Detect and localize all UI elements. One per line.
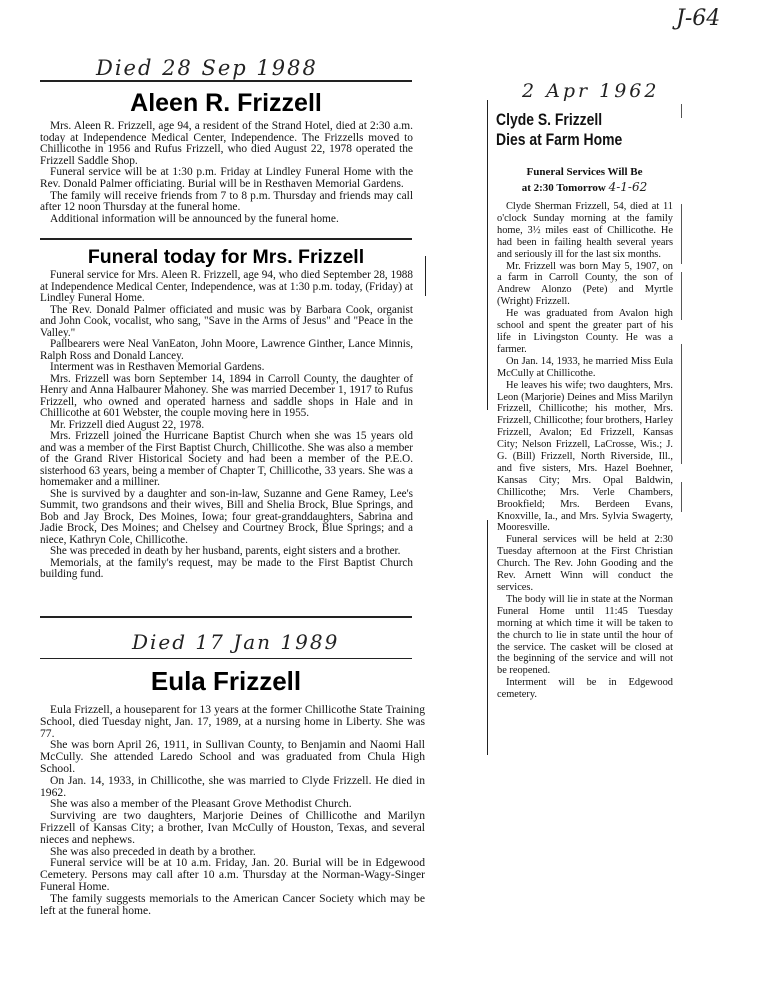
funeral-paragraph: Pallbearers were Neal VanEaton, John Moore, Lawrence Ginther, Lance Minnis, Ralph Ross and Donald Lancey. xyxy=(40,338,413,362)
clyde-headline-line1: Clyde S. Frizzell xyxy=(496,110,603,129)
clyde-paragraph: He leaves his wife; two daughters, Mrs. Leon (Marjorie) Deines and Miss Marilyn Frizzell, Chillicothe; his mother, Mrs. Frizzell, Chillicothe; four brothers, Harley Frizzell, Avalon; Ed Frizzell, Kansas City; Nelson Frizzell, LaCrosse, Wis.; J. G. (Bill) Frizzell, North Riverside, Ill., and five sisters, Mrs. Hazel Boehner, Kansas City; Mrs. Opal Baldwin, Chillicothe; Mrs. Verle Chambers, Brookfield; Mrs. Berdeen Evans, Knoxville, Ia., and Mrs. Sylvia Swagerty, Mooresville. xyxy=(497,379,674,534)
aleen-headline: Aleen R. Frizzell xyxy=(130,89,322,117)
funeral-bottom-rule xyxy=(40,616,412,618)
clyde-body xyxy=(497,201,673,701)
clyde-paragraph: Mr. Frizzell was born May 5, 1907, on a farm in Carroll County, the son of Andrew Alonzo (Pete) and Myrtle (Wright) Frizzell. xyxy=(497,260,673,308)
clyde-headline-line2: Dies at Farm Home xyxy=(496,130,623,149)
page-number-note: J-64 xyxy=(676,6,721,31)
aleen-top-rule xyxy=(40,80,412,82)
funeral-headline: Funeral today for Mrs. Frizzell xyxy=(87,246,365,268)
aleen-bottom-rule xyxy=(40,238,412,240)
aleen-paragraph: Funeral service will be at 1:30 p.m. Friday at Lindley Funeral Home with the Rev. Donald Palmer officiating. Burial will be in Resthaven Memorial Gardens. xyxy=(40,166,413,190)
eula-paragraph: Surviving are two daughters, Marjorie Deines of Chillicothe and Marilyn Frizzell of Kansas City; a brother, Ivan McCully of Houston, Texas, and several nieces and nephews. xyxy=(40,809,425,846)
clyde-paragraph: Funeral services will be held at 2:30 Tuesday afternoon at the First Christian Church. The Rev. John Gooding and the Rev. Arnett Winn will conduct the services. xyxy=(497,534,673,593)
right-edge-fragment xyxy=(681,482,682,512)
clyde-paragraph: The body will lie in state at the Norman Funeral Home until 11:45 Tuesday morning at which time it will be taken to the church to lie in state until the hour of the service. The casket will be closed at the beginning of the service and will not be reopened. xyxy=(497,593,673,677)
clyde-paragraph: Interment will be in Edgewood cemetery. xyxy=(497,677,673,701)
eula-paragraph: Eula Frizzell, a houseparent for 13 years at the former Chillicothe State Training School, died Tuesday night, Jan. 17, 1989, at a nursing home in Liberty. She was 77. xyxy=(40,703,425,740)
funeral-paragraph: Mrs. Frizzell was born September 14, 1894 in Carroll County, the daughter of Henry and Anna Halbaurer Mahoney. She was married December 1, 1917 to Rufus Frizzell, who owned and operated harness and saddle shops in Hale and in Chillicothe at 601 Webster, the couple moving here in 1955. xyxy=(40,372,413,419)
right-edge-fragment xyxy=(681,204,682,264)
eula-top-rule xyxy=(40,658,412,659)
clyde-paragraph: On Jan. 14, 1933, he married Miss Eula McCully at Chillicothe. xyxy=(497,355,673,379)
eula-headline: Eula Frizzell xyxy=(150,666,302,696)
clyde-left-rule-lower xyxy=(487,520,488,755)
clyde-subhead-note: 4-1-62 xyxy=(608,180,648,194)
eula-date-note: Died 17 Jan 1989 xyxy=(132,630,340,654)
eula-paragraph: She was also a member of the Pleasant Grove Methodist Church. xyxy=(50,797,352,811)
right-edge-fragment xyxy=(681,272,682,320)
eula-paragraph: The family suggests memorials to the American Cancer Society which may be left at the funeral home. xyxy=(40,891,425,917)
clyde-subhead-1: Funeral Services Will Be xyxy=(526,166,643,178)
clyde-date-note: 2 Apr 1962 xyxy=(522,80,660,102)
aleen-body xyxy=(40,121,413,225)
clyde-paragraph: He was graduated from Avalon high school and spent the greater part of his life in Livingston County. He was a farmer. xyxy=(497,308,673,355)
aleen-date-note: Died 28 Sep 1988 xyxy=(96,56,318,80)
clyde-paragraph: Clyde Sherman Frizzell, 54, died at 11 o'clock Sunday morning at the family home, 3½ miles east of Chillicothe. He had been in failing health several years and seriously ill for the last six months. xyxy=(497,201,673,260)
funeral-side-rule xyxy=(425,256,426,296)
clyde-subhead-2-text: at 2:30 Tomorrow xyxy=(521,182,606,194)
funeral-paragraph: She is survived by a daughter and son-in-law, Suzanne and Gene Ramey, Lee's Summit, two grandsons and their wives, Bill and Shelia Brock, Blue Springs, and Bob and Jay Brock, Des Moines, Iowa; four great-granddaughters, Sabrina and Jadie Brock, Des Moines; and Chelsey and Courtney Brock, Blue Springs; and a niece, Kathryn Cole, Chillicothe. xyxy=(40,487,413,546)
eula-paragraph: She was born April 26, 1911, in Sullivan County, to Benjamin and Naomi Hall McCully. She attended Laredo School and was graduated from Chula High School. xyxy=(40,738,425,775)
funeral-body xyxy=(40,270,413,581)
funeral-paragraph: Mr. Frizzell died August 22, 1978. xyxy=(50,418,205,431)
funeral-paragraph: Funeral service for Mrs. Aleen R. Frizzell, age 94, who died September 28, 1988 at Independence Medical Center, Independence, was at 1:30 p.m. today, (Friday) at Lindley Funeral Home. xyxy=(40,269,413,304)
clyde-headline xyxy=(496,110,648,150)
funeral-paragraph: She was preceded in death by her husband, parents, eight sisters and a brother. xyxy=(50,545,401,557)
eula-paragraph: On Jan. 14, 1933, in Chillicothe, she was married to Clyde Frizzell. He died in 1962. xyxy=(40,773,425,799)
eula-body xyxy=(40,704,425,916)
funeral-paragraph: Interment was in Resthaven Memorial Gardens. xyxy=(50,361,265,373)
clyde-subhead-2 xyxy=(497,180,672,194)
eula-paragraph: Funeral service will be at 10 a.m. Friday, Jan. 20. Burial will be in Edgewood Cemetery. Persons may call after 10 a.m. Thursday at the Norman-Wagy-Singer Funeral Home. xyxy=(40,856,425,893)
aleen-paragraph: The family will receive friends from 7 to 8 p.m. Thursday and friends may call after 12 noon Thursday at the funeral home. xyxy=(40,189,413,214)
right-edge-fragment xyxy=(681,104,682,118)
eula-paragraph: She was also preceded in death by a brother. xyxy=(50,844,256,858)
funeral-paragraph: Memorials, at the family's request, may be made to the First Baptist Church building fund. xyxy=(40,556,413,580)
funeral-paragraph: The Rev. Donald Palmer officiated and music was by Barbara Cook, organist and John Cook, vocalist, who sang, "Save in the Arms of Jesus" and "Peace in the Valley." xyxy=(40,303,413,339)
aleen-paragraph: Mrs. Aleen R. Frizzell, age 94, a resident of the Strand Hotel, died at 2:30 a.m. today at Independence Medical Center, Independence. The Frizzells moved to Chillicothe in 1956 and Rufus Frizzell, who died August 22, 1978 operated the Frizzell Saddle Shop. xyxy=(40,120,413,167)
funeral-paragraph: Mrs. Frizzell joined the Hurricane Baptist Church when she was 15 years old and was a member of the First Baptist Church, Chillicothe. She was also a member of the Grand River Historical Society and had been a member of the P.E.O. sisterhood 63 years, being a member of Chapter T, Chillicothe, 33 years. She was a homemaker and a milliner. xyxy=(40,430,413,488)
right-edge-fragment xyxy=(681,344,682,464)
aleen-paragraph: Additional information will be announced by the funeral home. xyxy=(50,212,339,225)
clyde-left-rule xyxy=(487,100,488,410)
